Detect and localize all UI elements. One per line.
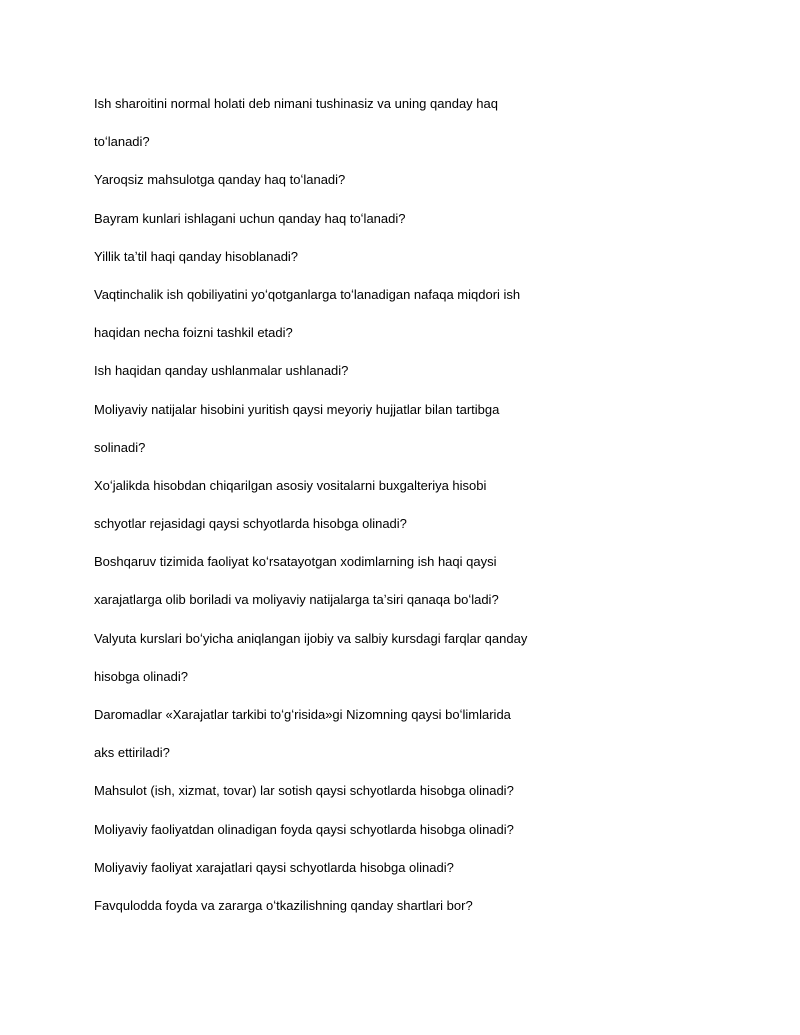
text-line-13: Boshqaruv tizimida faoliyat koʻrsatayotgan xodimlarning ish haqi qaysi bbox=[94, 554, 497, 570]
text-line-14: xarajatlarga olib boriladi va moliyaviy natijalarga taʼsiri qanaqa boʻladi? bbox=[94, 592, 499, 608]
text-line-2: toʻlanadi? bbox=[94, 134, 150, 150]
text-line-5: Yillik taʼtil haqi qanday hisoblanadi? bbox=[94, 248, 299, 264]
text-line-9: Moliyaviy natijalar hisobini yuritish qaysi meyoriy hujjatlar bilan tartibga bbox=[94, 401, 500, 417]
text-line-1: Ish sharoitini normal holati deb nimani tushinasiz va uning qanday haq bbox=[94, 96, 498, 111]
text-line-10: solinadi? bbox=[94, 439, 146, 455]
text-line-20: Moliyaviy faoliyatdan olinadigan foyda qaysi schyotlarda hisobga olinadi? bbox=[94, 821, 514, 837]
text-line-12: schyotlar rejasidagi qaysi schyotlarda hisobga olinadi? bbox=[94, 516, 407, 532]
text-line-21: Moliyaviy faoliyat xarajatlari qaysi schyotlarda hisobga olinadi? bbox=[94, 859, 454, 875]
text-line-17: Daromadlar «Xarajatlar tarkibi toʻgʻrisida»gi Nizomning qaysi boʻlimlarida bbox=[94, 707, 511, 722]
text-line-4: Bayram kunlari ishlagani uchun qanday haq toʻlanadi? bbox=[94, 210, 406, 226]
text-line-16: hisobga olinadi? bbox=[94, 668, 188, 684]
text-line-3: Yaroqsiz mahsulotga qanday haq toʻlanadi? bbox=[94, 172, 346, 188]
text-line-18: aks ettiriladi? bbox=[94, 745, 170, 761]
text-line-8: Ish haqidan qanday ushlanmalar ushlanadi? bbox=[94, 363, 349, 379]
text-line-22: Favqulodda foyda va zararga oʻtkazilishning qanday shartlari bor? bbox=[94, 897, 473, 913]
text-line-7: haqidan necha foizni tashkil etadi? bbox=[94, 325, 293, 341]
text-line-11: Xoʻjalikda hisobdan chiqarilgan asosiy vositalarni buxgalteriya hisobi bbox=[94, 477, 487, 493]
text-line-19: Mahsulot (ish, xizmat, tovar) lar sotish qaysi schyotlarda hisobga olinadi? bbox=[94, 783, 514, 799]
text-line-6: Vaqtinchalik ish qobiliyatini yoʻqotganlarga toʻlanadigan nafaqa miqdori ish bbox=[94, 286, 521, 302]
text-line-15: Valyuta kurslari boʻyicha aniqlangan ijobiy va salbiy kursdagi farqlar qanday bbox=[94, 630, 528, 646]
question-list bbox=[94, 92, 714, 932]
